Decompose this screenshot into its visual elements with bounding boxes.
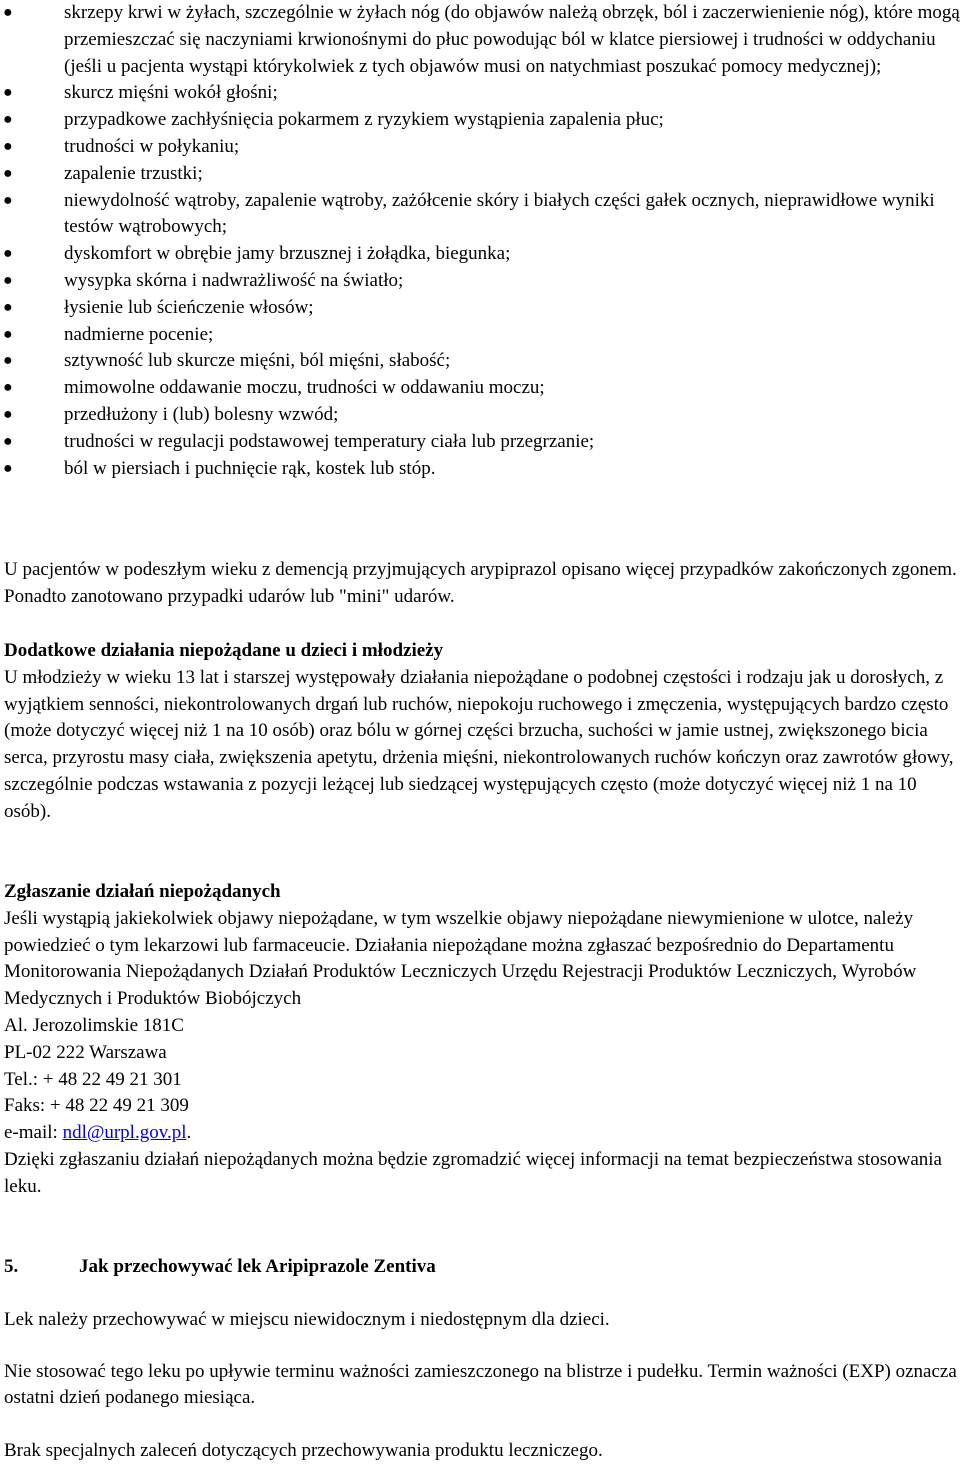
list-item-text: skurcz mięśni wokół głośni;	[64, 82, 278, 104]
children-section	[4, 638, 960, 826]
address-line-2: PL-02 222 Warszawa	[4, 1041, 167, 1063]
bullet-icon: ●	[3, 271, 13, 289]
reporting-intro: Jeśli wystąpią jakiekolwiek objawy niepożądane, w tym wszelkie objawy niepożądane niewymienione w ulotce, należy powiedzieć o tym lekarzowi lub farmaceucie. Działania niepożądane można zgłaszać bezpośrednio do Departamentu Monitorowania Niepożądanych Działań Produktów Leczniczych Urzędu Rejestracji Produktów Leczniczych, Wyrobów Medycznych i Produktów Biobójczych	[4, 907, 917, 1010]
bullet-icon: ●	[3, 459, 13, 477]
section-heading	[4, 1254, 960, 1281]
list-item-text: sztywność lub skurcze mięśni, ból mięśni, słabość;	[64, 350, 451, 372]
list-item	[0, 161, 960, 188]
children-section-body: U młodzieży w wieku 13 lat i starszej występowały działania niepożądane o podobnej częstości i rodzaju jak u dorosłych, z wyjątkiem senności, niekontrolowanych drgań lub ruchów, niepokoju ruchowego i zmęczenia, występujących bardzo często (może dotyczyć więcej niż 1 na 10 osób) oraz bólu w górnej części brzucha, suchości w jamie ustnej, zwiększonego bicia serca, przyrostu masy ciała, zwiększenia apetytu, drżenia mięśni, niekontrolowanych ruchów kończyn oraz zawrotów głowy, szczególnie podczas wstawania z pozycji leżącej lub siedzącej występujących często (może dotyczyć więcej niż 1 na 10 osób).	[4, 666, 954, 822]
bullet-icon: ●	[3, 137, 13, 155]
email-link[interactable]: ndl@urpl.gov.pl	[62, 1122, 187, 1144]
bullet-icon: ●	[3, 352, 13, 370]
storage-paragraph-3: Brak specjalnych zaleceń dotyczących przechowywania produktu leczniczego.	[4, 1440, 603, 1462]
list-item	[0, 322, 960, 349]
bullet-icon: ●	[3, 191, 13, 209]
elderly-paragraph	[4, 557, 960, 611]
list-item-text: mimowolne oddawanie moczu, trudności w oddawaniu moczu;	[64, 377, 545, 399]
bullet-icon: ●	[3, 298, 13, 316]
reporting-section	[4, 879, 960, 1201]
bullet-icon: ●	[3, 379, 13, 397]
fax-number: Faks: + 48 22 49 21 309	[4, 1095, 189, 1117]
list-item-text: nadmierne pocenie;	[64, 323, 214, 345]
list-item	[0, 241, 960, 268]
elderly-paragraph-text: U pacjentów w podeszłym wieku z demencją przyjmujących arypiprazol opisano więcej przypadków zakończonych zgonem. Ponadto zanotowano przypadki udarów lub "mini" udarów.	[4, 559, 957, 607]
children-section-heading: Dodatkowe działania niepożądane u dzieci i młodzieży	[4, 640, 444, 661]
side-effects-list	[0, 0, 960, 482]
bullet-icon: ●	[3, 432, 13, 450]
list-item	[0, 0, 960, 80]
storage-paragraph-2: Nie stosować tego leku po upływie terminu ważności zamieszczonego na blistrze i pudełku. Termin ważności (EXP) oznacza ostatni dzień podanego miesiąca.	[4, 1360, 957, 1409]
email-line	[4, 1120, 960, 1147]
email-suffix: .	[186, 1122, 192, 1144]
bullet-icon: ●	[3, 84, 13, 102]
list-item	[0, 402, 960, 429]
section-number: 5.	[4, 1256, 19, 1277]
reporting-section-heading: Zgłaszanie działań niepożądanych	[4, 881, 281, 902]
list-item	[0, 188, 960, 242]
list-item-text: łysienie lub ścieńczenie włosów;	[64, 296, 314, 318]
phone-number: Tel.: + 48 22 49 21 301	[4, 1068, 182, 1090]
bullet-icon: ●	[3, 325, 13, 343]
bullet-icon: ●	[3, 405, 13, 423]
list-item	[0, 456, 960, 483]
bullet-icon: ●	[3, 245, 13, 263]
list-item-text: niewydolność wątroby, zapalenie wątroby, zażółcenie skóry i białych części gałek ocznych, nieprawidłowe wyniki testów wątrobowych;	[64, 189, 935, 238]
list-item-text: dyskomfort w obrębie jamy brzusznej i żołądka, biegunka;	[64, 243, 511, 265]
list-item	[0, 107, 960, 134]
email-label: e-mail:	[4, 1122, 63, 1144]
list-item-text: przedłużony i (lub) bolesny wzwód;	[64, 403, 339, 425]
bullet-icon: ●	[3, 164, 13, 182]
list-item	[0, 295, 960, 322]
list-item	[0, 80, 960, 107]
storage-section	[4, 1254, 960, 1465]
bullet-icon: ●	[3, 4, 13, 21]
list-item-text: przypadkowe zachłyśnięcia pokarmem z ryzykiem wystąpienia zapalenia płuc;	[64, 109, 664, 131]
list-item	[0, 348, 960, 375]
list-item-text: skrzepy krwi w żyłach, szczególnie w żyłach nóg (do objawów należą obrzęk, ból i zaczerwienienie nóg), które mogą przemieszczać się naczyniami krwionośnymi do płuc powodując ból w klatce piersiowej i trudności w oddychaniu (jeśli u pacjenta wystąpi którykolwiek z tych objawów musi on natychmiast poszukać pomocy medycznej);	[64, 2, 960, 77]
section-title: Jak przechowywać lek Aripiprazole Zentiva	[79, 1256, 436, 1277]
list-item-text: zapalenie trzustki;	[64, 162, 203, 184]
address-line-1: Al. Jerozolimskie 181C	[4, 1014, 184, 1036]
list-item	[0, 134, 960, 161]
bullet-icon: ●	[3, 111, 13, 129]
list-item-text: wysypka skórna i nadwrażliwość na światło;	[64, 269, 404, 291]
list-item	[0, 268, 960, 295]
reporting-closing: Dzięki zgłaszaniu działań niepożądanych można będzie zgromadzić więcej informacji na temat bezpieczeństwa stosowania leku.	[4, 1148, 942, 1197]
list-item	[0, 375, 960, 402]
list-item-text: ból w piersiach i puchnięcie rąk, kostek lub stóp.	[64, 457, 436, 479]
storage-paragraph-1: Lek należy przechowywać w miejscu niewidocznym i niedostępnym dla dzieci.	[4, 1308, 610, 1330]
list-item	[0, 429, 960, 456]
list-item-text: trudności w regulacji podstawowej temperatury ciała lub przegrzanie;	[64, 430, 595, 452]
list-item-text: trudności w połykaniu;	[64, 135, 240, 157]
